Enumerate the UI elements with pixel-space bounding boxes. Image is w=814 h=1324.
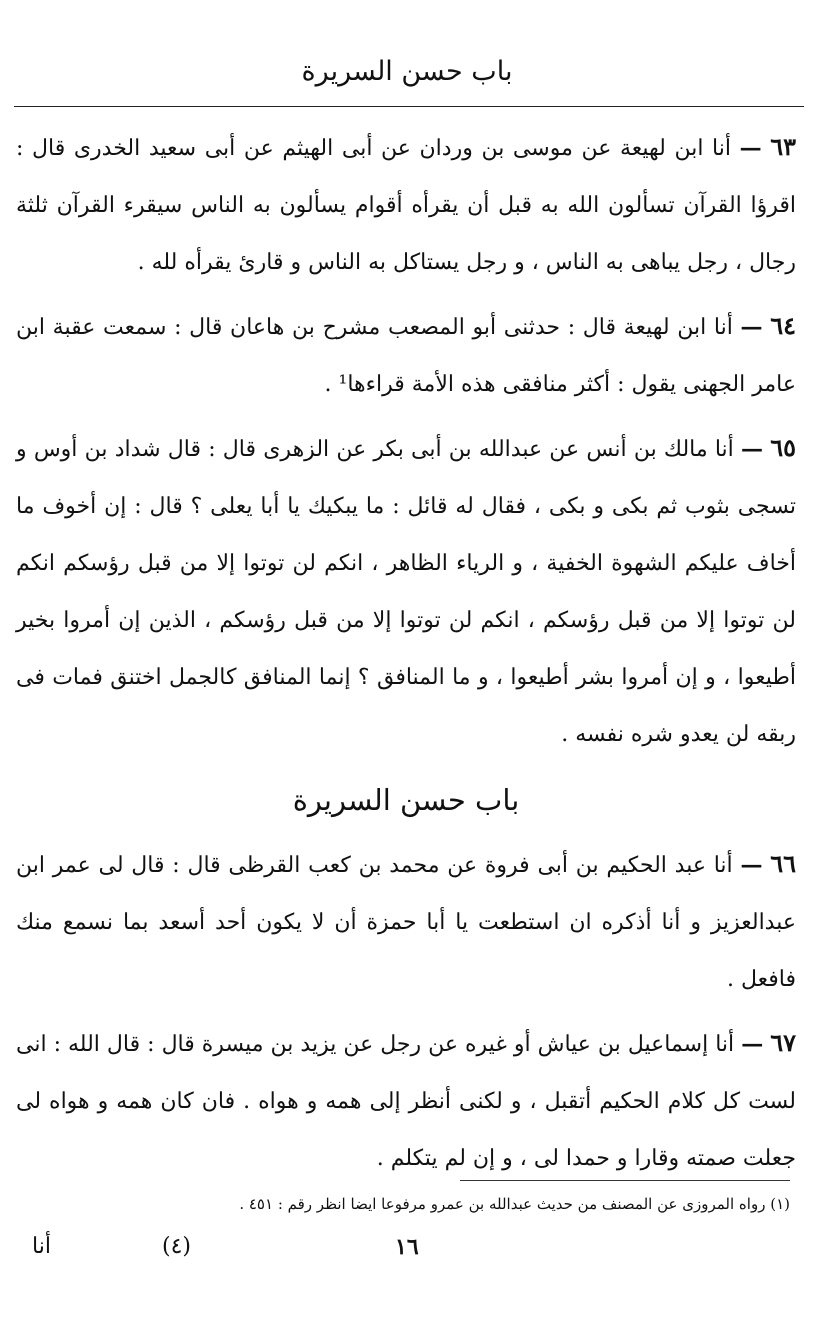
footnote-rule <box>460 1180 790 1181</box>
entry-text: أنا ابن لهيعة قال : حدثنى أبو المصعب مشرح بن هاعان قال : سمعت عقبة ابن عامر الجهنى يقول : أكثر منافقى هذه الأمة قراءها¹ . <box>16 315 796 397</box>
footnote: (١) رواه المروزى عن المصنف من حديث عبدالله بن عمرو مرفوعا ايضا انظر رقم : ٤٥١ . <box>239 1195 790 1213</box>
entry-number: ٦٥ <box>770 433 796 462</box>
hadith-entry-64 <box>16 297 796 413</box>
hadith-entry-66 <box>16 835 796 1008</box>
entry-dash: — <box>740 314 763 340</box>
entry-text: أنا عبد الحكيم بن أبى فروة عن محمد بن كعب القرظى قال : قال لى عمر ابن عبدالعزيز و أنا أذكره ان استطعت يا أبا حمزة أن لا يكون أحد أسعد بما نسمع منك فافعل . <box>16 853 796 992</box>
header-rule <box>14 106 804 107</box>
catchword: أنا <box>32 1234 51 1259</box>
entry-dash: — <box>741 1031 764 1057</box>
entry-number: ٦٦ <box>770 849 797 878</box>
section-title: باب حسن السريرة <box>292 783 520 817</box>
hadith-entry-67 <box>16 1014 796 1187</box>
entry-number: ٦٧ <box>770 1028 796 1057</box>
entry-dash: — <box>741 436 763 462</box>
entry-text: أنا إسماعيل بن عياش أو غيره عن رجل عن يزيد بن ميسرة قال : قال الله : انى لست كل كلام الحكيم أتقبل ، و لكنى أنظر إلى همه و هواه . فان كان همه و هواه لى جعلت صمته وقارا و حمدا لى ، و إن لم يتكلم . <box>16 1032 796 1171</box>
entry-number: ٦٤ <box>770 311 796 340</box>
entry-dash: — <box>739 135 762 161</box>
entry-text: أنا مالك بن أنس عن عبدالله بن أبى بكر عن الزهرى قال : قال شداد بن أوس و تسجى بثوب ثم بكى و بكى ، فقال له قائل : ما يبكيك يا أبا يعلى ؟ قال : إن أخوف ما أخاف عليكم الشهوة الخفية ، و الرياء الظاهر ، انكم لن توتوا إلا من قبل رؤسكم انكم لن توتوا إلا من قبل رؤسكم ، انكم لن توتوا إلا من قبل رؤسكم ، الذين إن أمروا بخير أطيعوا ، و إن أمروا بشر أطيعوا ، و ما المنافق ؟ إنما المنافق كالجمل اختنق فمات فى ربقه لن يعدو شره نفسه . <box>16 437 796 747</box>
page-number: ١٦ <box>395 1234 419 1260</box>
running-title: باب حسن السريرة <box>301 56 513 87</box>
signature-mark: (٤) <box>162 1234 192 1259</box>
entry-text: أنا ابن لهيعة عن موسى بن وردان عن أبى الهيثم عن أبى سعيد الخدرى قال : اقرؤا القرآن تسألون الله به قبل أن يقرأه أقوام يسألون به الناس سيقرء القرآن ثلثة رجال ، رجل يباهى به الناس ، و رجل يستاكل به الناس و قارئ يقرأه لله . <box>16 136 796 275</box>
page-body <box>16 118 796 1193</box>
entry-number: ٦٣ <box>770 132 797 161</box>
hadith-entry-63 <box>16 118 796 291</box>
hadith-entry-65 <box>16 419 796 763</box>
entry-dash: — <box>740 852 763 878</box>
